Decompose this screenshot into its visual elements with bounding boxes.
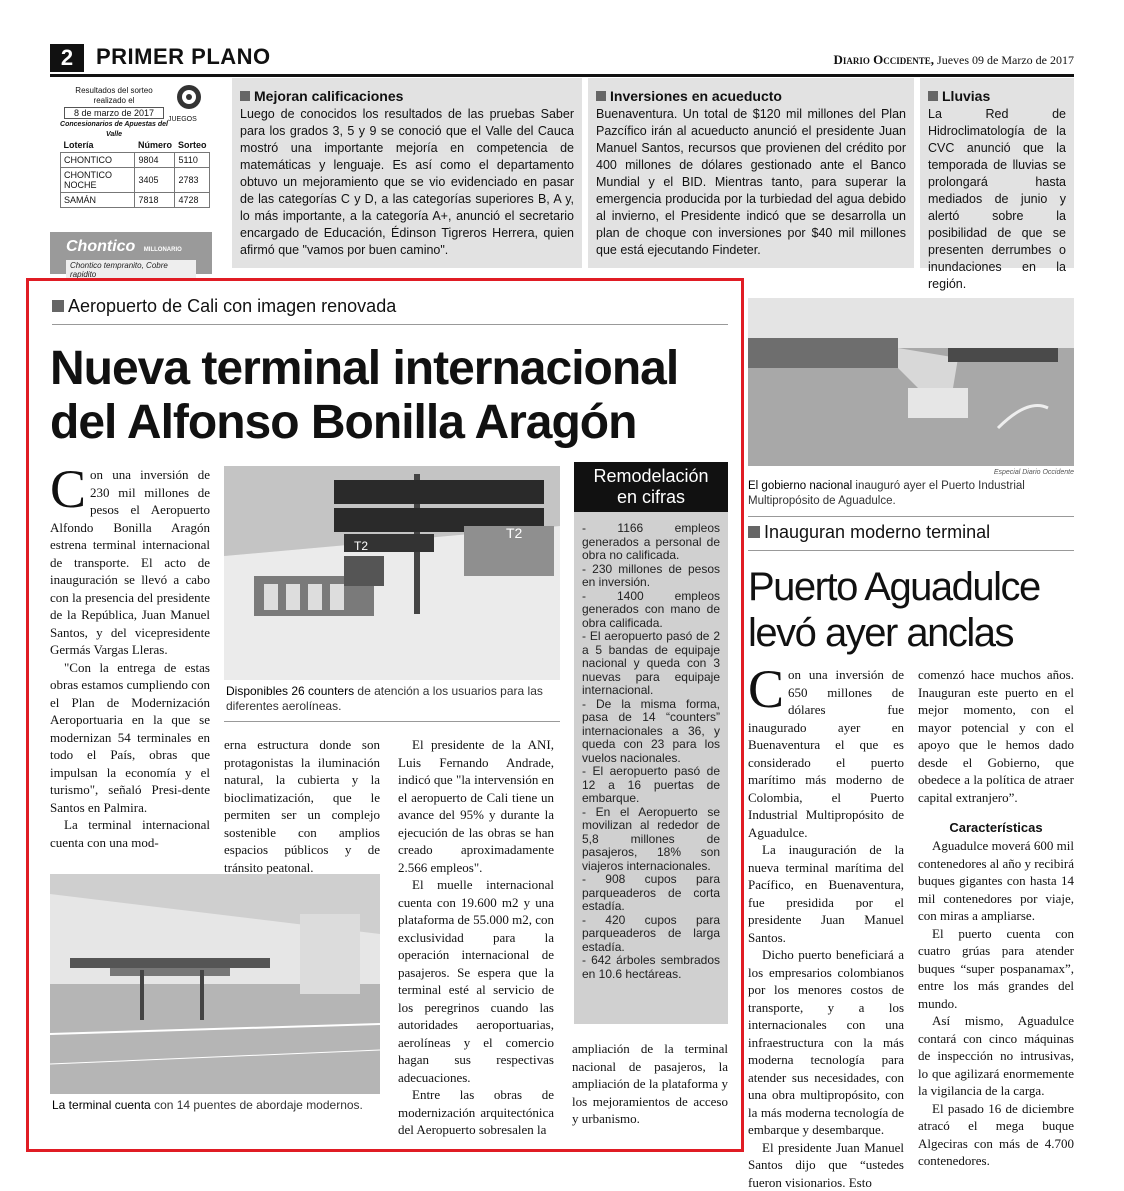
lottery-name: SAMÁN [61,193,135,208]
list-item: - En el Aeropuerto se movilizan al rededor de 5,8 millones de pasajeros, 18% son viajeros internacionales. [582,806,720,874]
paragraph: Así mismo, Aguadulce contará con cinco máquinas de inspección no intrusivas, lo que agilizará enormemente la vigilancia de la carga. [918,1012,1074,1100]
port-aerial-photo [748,298,1074,466]
port-photo-caption [748,479,1074,509]
header-rule [50,74,1074,77]
main-col-2 [224,736,380,876]
boarding-bridge-illustration [50,874,380,1094]
headline-line: levó ayer anclas [748,610,1074,656]
main-col-4 [572,1040,728,1128]
caption-rule [748,516,1074,517]
paragraph-text: on una inversión de 650 millones de dólares fue inaugurado ayer en Buenaventura el que es considerado el puerto marítimo más moderno de Colombia, el Puerto Industrial Multipropósito de Aguadulce. [748,667,904,840]
paragraph: Aguadulce moverá 600 mil contenedores al año y recibirá buques gigantes con hasta 14 mil contenedores por viaje, con miras a ampliarse. [918,837,1074,925]
terminal-interior-illustration [224,466,560,680]
main-col-1 [50,466,210,851]
headline-line: Nueva terminal internacional [50,342,730,396]
photo-credit: Especial Diario Occidente [994,469,1074,476]
chontico-sub: MILLONARIO [144,247,182,253]
col-header-numero: Número [135,138,175,153]
brief-title-text: Inversiones en acueducto [610,88,782,104]
paragraph: El presidente de la ANI, Luis Fernando Andrade, indicó que "la intervensión en el aeropuerto de Cali tiene un avance del 95% y durante la ejecución de las obras se han creado aproximadamente 2.566 empleos". [398,736,554,876]
square-bullet-icon [52,300,64,312]
lottery-line1: Resultados del sorteo realizado el [58,86,170,106]
port-kicker-text: Inauguran moderno terminal [764,522,990,542]
photo1-caption [226,684,558,714]
lottery-name: CHONTICO [61,153,135,168]
list-item: - 420 cupos para parqueaderos de larga estadía. [582,914,720,955]
paragraph: El pasado 16 de diciembre atracó el mega buque Algeciras con más de 4.700 contenedores. [918,1100,1074,1170]
paragraph: ampliación de la terminal nacional de pasajeros, la ampliación de la plataforma y los mejoramientos de acceso y urbanismo. [572,1040,728,1128]
headline-line: del Alfonso Bonilla Aragón [50,396,730,450]
caption-rule [224,721,560,722]
table-row [61,193,210,208]
sidebar-title-line: Remodelación [574,466,728,487]
lottery-draw: 2783 [175,168,210,193]
port-aerial-illustration [748,298,1074,466]
brief-title [240,88,574,104]
list-item: - 1166 empleos generados a personal de obra no calificada. [582,522,720,563]
main-kicker [52,296,396,317]
sidebar-title [574,462,728,512]
lottery-number: 3405 [135,168,175,193]
table-row [61,168,210,193]
brief-body: La Red de Hidroclimatología de la CVC anunció que la temporada de lluvias se prolongará hasta mediados de junio y alertó sobre la posibilidad de que se presenten derrumbes o inundaciones en la región. [928,106,1066,293]
list-item: - 908 cupos para parqueaderos de corta estadía. [582,873,720,914]
main-kicker-text: Aeropuerto de Cali con imagen renovada [68,296,396,316]
sign-label: T2 [506,525,523,541]
chontico-ad [50,232,212,274]
masthead-date [834,52,1074,68]
sidebar-title-line: en cifras [574,487,728,508]
drop-cap: C [50,468,86,510]
caption-text: inauguró ayer el Puerto Industrial Multipropósito de Aguadulce. [748,480,1025,507]
lottery-line3: Concesionarios de Apuestas del Valle [58,120,170,140]
square-bullet-icon [596,91,606,101]
chontico-slogan: Chontico tempranito, Cobre rapidito [66,260,196,280]
lottery-table [60,138,210,208]
caption-lead: Disponibles 26 counters [226,684,354,698]
sidebar-list [574,512,728,1024]
photo2-caption [52,1098,378,1113]
cifras-sidebar [574,462,728,1024]
paragraph [748,666,904,841]
square-bullet-icon [240,91,250,101]
issue-date: Jueves 09 de Marzo de 2017 [937,53,1074,67]
kicker-rule [52,324,728,325]
brief-title [596,88,906,104]
list-item: - El aeropuerto pasó de 2 a 5 bandas de equipaje nacional y queda con 3 nuevas para equipaje internacional. [582,630,720,698]
section-title: PRIMER PLANO [96,44,271,70]
paragraph-text: on una inversión de 230 mil millones de pesos el Aeropuerto Alfondo Bonilla Aragón estrena terminal internacional de transporte. El acto de inauguración se llevó a cabo con la presencia del presidente de la República, Juan Manuel Santos, y del vicepresidente Germás Vargas Lleras. [50,467,210,657]
lottery-number: 7818 [135,193,175,208]
port-col-2 [918,666,1074,1170]
lottery-results [50,78,212,216]
port-kicker [748,522,990,543]
sign-label: T2 [354,539,368,553]
newspaper-name: Diario Occidente, [834,52,935,67]
juegos-logo-text: JUEGOS [168,116,197,123]
paragraph: El muelle internacional cuenta con 19.600 m2 y una plataforma de 55.000 m2, con exclusividad para la operación internacional de pasajeros. Se espera que la terminal esté al servicio de los peregrinos cuando las autoridades aeroportuarias, aerolíneas y el comercio hagan sus respectivas adecuaciones. [398,876,554,1086]
lottery-draw: 4728 [175,193,210,208]
kicker-rule [748,550,1074,551]
drop-cap: C [748,668,784,710]
paragraph [50,466,210,659]
paragraph: "Con la entrega de estas obras estamos cumpliendo con el Plan de Modernización Aeroportuaria en la que se modernizan 54 terminales en todo el País, obras que impulsan la economía y el turismo", señaló Presi-dente Santos en Palmira. [50,659,210,817]
brief-calificaciones [232,78,582,268]
brief-lluvias [920,78,1074,268]
boarding-bridge-photo [50,874,380,1094]
brief-acueducto [588,78,914,268]
lottery-name: CHONTICO NOCHE [61,168,135,193]
main-col-3 [398,736,554,1139]
main-headline [50,342,730,450]
paragraph: comenzó hace muchos años. Inauguran este puerto en el mejor momento, con el mayor potencial y con el apoyo que le hemos dado desde el Gobierno, que obedece a la política de atraer capital extranjero”. [918,666,1074,806]
caption-text: con 14 puentes de abordaje modernos. [151,1098,363,1112]
square-bullet-icon [748,526,760,538]
paragraph: La inauguración de la nueva terminal marítima del Pacífico, en Buenaventura, fue presidida por el presidente Juan Manuel Santos. [748,841,904,946]
paragraph: La terminal internacional cuenta con una mod- [50,816,210,851]
paragraph: erna estructura donde son protagonistas la iluminación natural, la cubierta y la bioclimatización, que le permiten ser un complejo sostenible con amplios espacios públicos y de tránsito peatonal. [224,736,380,876]
brief-title-text: Lluvias [942,88,990,104]
brief-body: Buenaventura. Un total de $120 mil millones del Plan Pazcífico irán al acueducto anunció el presidente Juan Manuel Santos, recursos que provienen del crédito por 400 millones de dólares gestionado ante el Banco Mundial y el BID. Mientras tanto, para superar la emergencia producida por la turbiedad del agua debido al invierno, el Presidente indicó que se desarrolla un plan de choque con inversiones por $40 mil millones que está ejecutando Findeter. [596,106,906,259]
paragraph: Entre las obras de modernización arquitectónica del Aeropuerto sobresalen la [398,1086,554,1139]
lottery-table-header [61,138,210,153]
brief-title-text: Mejoran calificaciones [254,88,403,104]
lottery-date: 8 de marzo de 2017 [64,107,164,119]
paragraph: Dicho puerto beneficiará a los empresarios colombianos por los menores costos de transporte, y a los internacionales con una infraestructura con la más moderna tecnología para atender sus necesidades, con una obra multipropósito, con la más moderna tecnología de embarque y desembarque. [748,946,904,1139]
lottery-number: 9804 [135,153,175,168]
col-header-sorteo: Sorteo [175,138,210,153]
juegos-logo [172,82,206,116]
brief-title [928,88,1066,104]
headline-line: Puerto Aguadulce [748,564,1074,610]
brief-body: Luego de conocidos los resultados de las pruebas Saber para los grados 3, 5 y 9 se conoció que el Valle del Cauca mostró una importante mejoría en competencia de matemáticas y lenguaje. Es así como el departamento obtuvo un mejoramiento que se vio evidenciado en pasar de las categorías C y D, a las categorías superiores B, A y, lo más importante, a la categoría A+, anunció el secretario encargado de Educación, Édinson Tigreros Herrera, quien afirmó que "vamos por buen camino". [240,106,574,259]
list-item: - El aeropuerto pasó de 12 a 16 puertas de embarque. [582,765,720,806]
subheading: Características [918,820,1074,835]
paragraph: El puerto cuenta con cuatro grúas para atender buques “super pospanamax”, entre los más grandes del mundo. [918,925,1074,1013]
list-item: - 230 millones de pesos en inversión. [582,563,720,590]
chontico-brand: Chontico [66,238,135,255]
square-bullet-icon [928,91,938,101]
caption-lead: La terminal cuenta [52,1098,151,1112]
col-header-loteria: Lotería [61,138,135,153]
paragraph: El presidente Juan Manuel Santos dijo que “ustedes fueron visionarios. Esto [748,1139,904,1191]
port-col-1 [748,666,904,1191]
lottery-header [58,86,170,140]
terminal-interior-photo [224,466,560,680]
caption-lead: El gobierno nacional [748,480,852,492]
lottery-draw: 5110 [175,153,210,168]
table-row [61,153,210,168]
list-item: - De la misma forma, pasa de 14 “counters” internacionales a 36, y queda con 23 para los vuelos nacionales. [582,698,720,766]
caption-text: de atención a los usuarios para las diferentes aerolíneas. [226,684,543,713]
list-item: - 1400 empleos generados con mano de obra calificada. [582,590,720,631]
list-item: - 642 árboles sembrados en 10.6 hectáreas. [582,954,720,981]
page-number: 2 [50,44,84,72]
port-headline [748,564,1074,656]
